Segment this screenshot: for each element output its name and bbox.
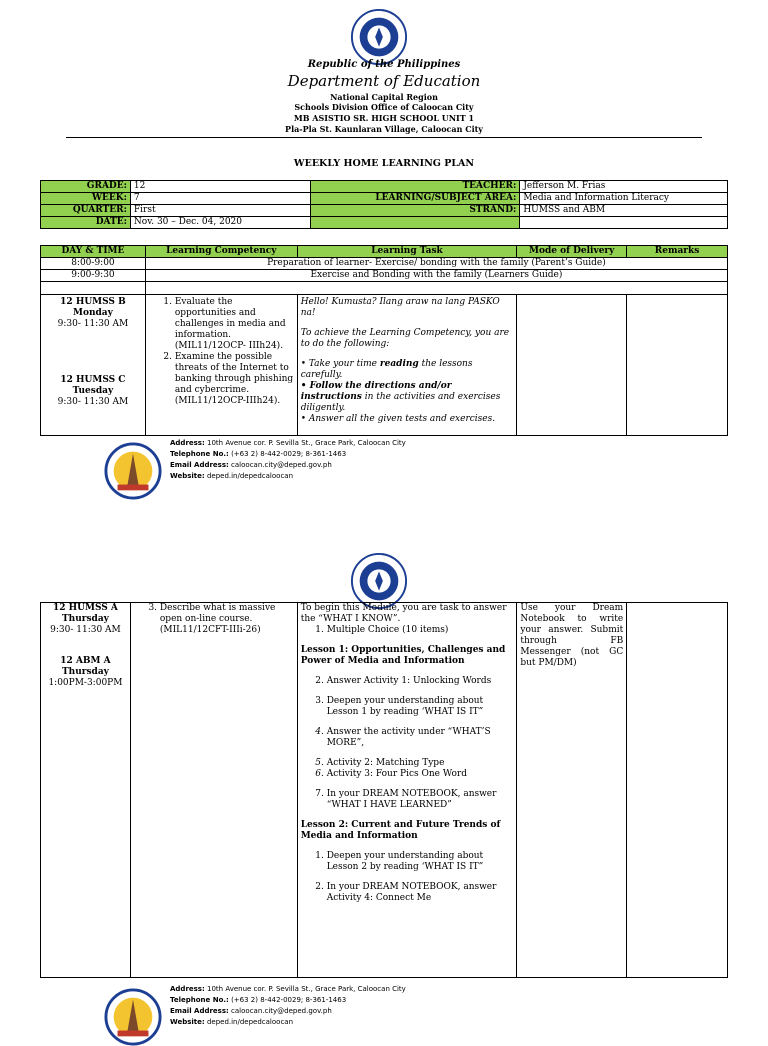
footer-address: 10th Avenue cor. P. Sevilla St., Grace Park, Caloocan City [207, 439, 406, 447]
task-activity-3: 6. Activity 3: Four Pics One Word [327, 769, 514, 780]
task-greeting: Hello! Kumusta? Ilang araw na lang PASKO na! [300, 297, 500, 318]
blank-row [145, 282, 727, 295]
section1-time: 9:30- 11:30 AM [57, 319, 129, 329]
date-label: DATE: [41, 217, 131, 229]
footer-email: caloocan.city@deped.gov.ph [231, 1007, 332, 1015]
delivery-cell-2: Use your Dream Notebook to write your answer. Submit through FB Messenger (not GC but PM/DM) [517, 603, 627, 978]
region-line: National Capital Region [330, 92, 438, 102]
teacher-label: TEACHER: [310, 181, 520, 193]
footer-2 [104, 984, 464, 1042]
task-cell [297, 295, 517, 436]
footer-address: 10th Avenue cor. P. Sevilla St., Grace Park, Caloocan City [207, 985, 406, 993]
info-table [40, 180, 728, 229]
plan-table-continued [40, 602, 728, 978]
teacher-value: Jefferson M. Frias [520, 181, 728, 193]
footer-email: caloocan.city@deped.gov.ph [231, 461, 332, 469]
col-remarks: Remarks [627, 246, 728, 258]
task-deepen-1: 3. Deepen your understanding about Lesson 1 by reading ‘WHAT IS IT” [327, 696, 514, 718]
row1-text: Preparation of learner- Exercise/ bonding with the family (Parent’s Guide) [145, 258, 727, 270]
task-cell-2 [297, 603, 517, 978]
area-label: LEARNING/SUBJECT AREA: [310, 193, 520, 205]
task-begin: To begin this Module, you are task to answer the “WHAT I KNOW”. [300, 603, 507, 624]
republic-line: Republic of the Philippines [307, 59, 461, 70]
plan-title: WEEKLY HOME LEARNING PLAN [293, 158, 475, 169]
date-value: Nov. 30 – Dec. 04, 2020 [130, 217, 310, 229]
section1-day: Monday [72, 308, 113, 318]
section2-name: 12 HUMSS C [60, 375, 126, 385]
header-divider [66, 137, 702, 138]
week-value: 7 [130, 193, 310, 205]
grade-label: GRADE: [41, 181, 131, 193]
department-line: Department of Education [287, 72, 481, 90]
lesson-1-title: Lesson 1: Opportunities, Challenges and Power of Media and Information [300, 645, 506, 666]
lesson-2-title: Lesson 2: Current and Future Trends of Media and Information [300, 820, 501, 841]
strand-label: STRAND: [310, 205, 520, 217]
sections-cell-2 [41, 603, 131, 978]
competency-2: 2. Examine the possible threats of the Internet to banking through phishing and cybercrime. (MIL11/12OCP-IIIh24). [175, 352, 294, 407]
task-notebook-2: 2. In your DREAM NOTEBOOK, answer Activity 4: Connect Me [327, 882, 514, 904]
section4-day: Thursday [61, 667, 109, 677]
task-whats-more: 4. Answer the activity under “WHAT’S MORE”, [327, 727, 514, 749]
col-task: Learning Task [297, 246, 517, 258]
week-label: WEEK: [41, 193, 131, 205]
task-bullet-1: • Take your time reading the lessons carefully. [300, 359, 473, 380]
delivery-cell [517, 295, 627, 436]
row1-time: 8:00-9:00 [41, 258, 146, 270]
page-2 [0, 540, 768, 1024]
competency-1: 1. Evaluate the opportunities and challenges in media and information. (MIL11/12OCP- IIIh24). [175, 297, 294, 352]
remarks-cell [627, 295, 728, 436]
grade-value: 12 [130, 181, 310, 193]
empty-value [520, 217, 728, 229]
page-1 [0, 0, 768, 520]
school-address-line: Pla-Pla St. Kaunlaran Village, Caloocan City [285, 124, 483, 134]
task-bullet-3: • Answer all the given tests and exercises. [300, 414, 496, 424]
footer-1 [104, 438, 464, 496]
section2-day: Tuesday [72, 386, 114, 396]
task-bullet-2: • Follow the directions and/or instructions in the activities and exercises diligently. [300, 381, 501, 413]
row2-text: Exercise and Bonding with the family (Learners Guide) [145, 270, 727, 282]
task-intro: To achieve the Learning Competency, you are to do the following: [300, 328, 510, 349]
empty-label [310, 217, 520, 229]
task-notebook-1: 7. In your DREAM NOTEBOOK, answer “WHAT I HAVE LEARNED” [327, 789, 514, 811]
task-multiple-choice: 1. Multiple Choice (10 items) [327, 625, 514, 636]
footer-website: deped.in/depedcaloocan [206, 1018, 294, 1026]
remarks-cell-2 [627, 603, 728, 978]
section4-time: 1:00PM-3:00PM [48, 678, 123, 688]
competency-3: 3. Describe what is massive open on-line course. (MIL11/12CFT-IIIi-26) [160, 603, 294, 636]
blank-cell [41, 282, 146, 295]
school-line: MB ASISTIO SR. HIGH SCHOOL UNIT 1 [293, 113, 475, 123]
plan-table [40, 245, 728, 436]
footer-address-block: Address: 10th Avenue cor. P. Sevilla St., Grace Park, Caloocan City Telephone No.: (+63 2) 8-442-0029; 8-361-1463 Email Address: caloocan.city@deped.gov.ph Website: deped.in/depedcaloocan [170, 985, 406, 1026]
strand-value: HUMSS and ABM [520, 205, 728, 217]
section2-time: 9:30- 11:30 AM [57, 397, 129, 407]
sdo-caloocan-logo-icon [104, 442, 162, 500]
col-competency: Learning Competency [145, 246, 297, 258]
deped-seal-icon [350, 8, 408, 66]
task-activity-1: 2. Answer Activity 1: Unlocking Words [327, 676, 514, 687]
footer-website: deped.in/depedcaloocan [206, 472, 294, 480]
sections-cell [41, 295, 146, 436]
section3-time: 9:30- 11:30 AM [50, 625, 121, 635]
division-line: Schools Division Office of Caloocan City [294, 102, 474, 112]
footer-phone: (+63 2) 8-442-0029; 8-361-1463 [231, 450, 347, 458]
footer-phone: (+63 2) 8-442-0029; 8-361-1463 [231, 996, 347, 1004]
area-value: Media and Information Literacy [520, 193, 728, 205]
section3-name: 12 HUMSS A [53, 603, 118, 613]
section1-name: 12 HUMSS B [60, 297, 126, 307]
task-deepen-2: 1. Deepen your understanding about Lesson 2 by reading ‘WHAT IS IT” [327, 851, 514, 873]
row2-time: 9:00-9:30 [41, 270, 146, 282]
col-delivery: Mode of Delivery [517, 246, 627, 258]
quarter-value: First [130, 205, 310, 217]
section4-name: 12 ABM A [60, 656, 111, 666]
sdo-caloocan-logo-icon [104, 988, 162, 1046]
competency-cell-2 [130, 603, 297, 978]
task-activity-2: 5. Activity 2: Matching Type [327, 758, 514, 769]
quarter-label: QUARTER: [41, 205, 131, 217]
col-day-time: DAY & TIME [41, 246, 146, 258]
section3-day: Thursday [61, 614, 109, 624]
competency-cell [145, 295, 297, 436]
footer-address-block: Address: 10th Avenue cor. P. Sevilla St., Grace Park, Caloocan City Telephone No.: (+63 2) 8-442-0029; 8-361-1463 Email Address: caloocan.city@deped.gov.ph Website: deped.in/depedcaloocan [170, 439, 406, 480]
